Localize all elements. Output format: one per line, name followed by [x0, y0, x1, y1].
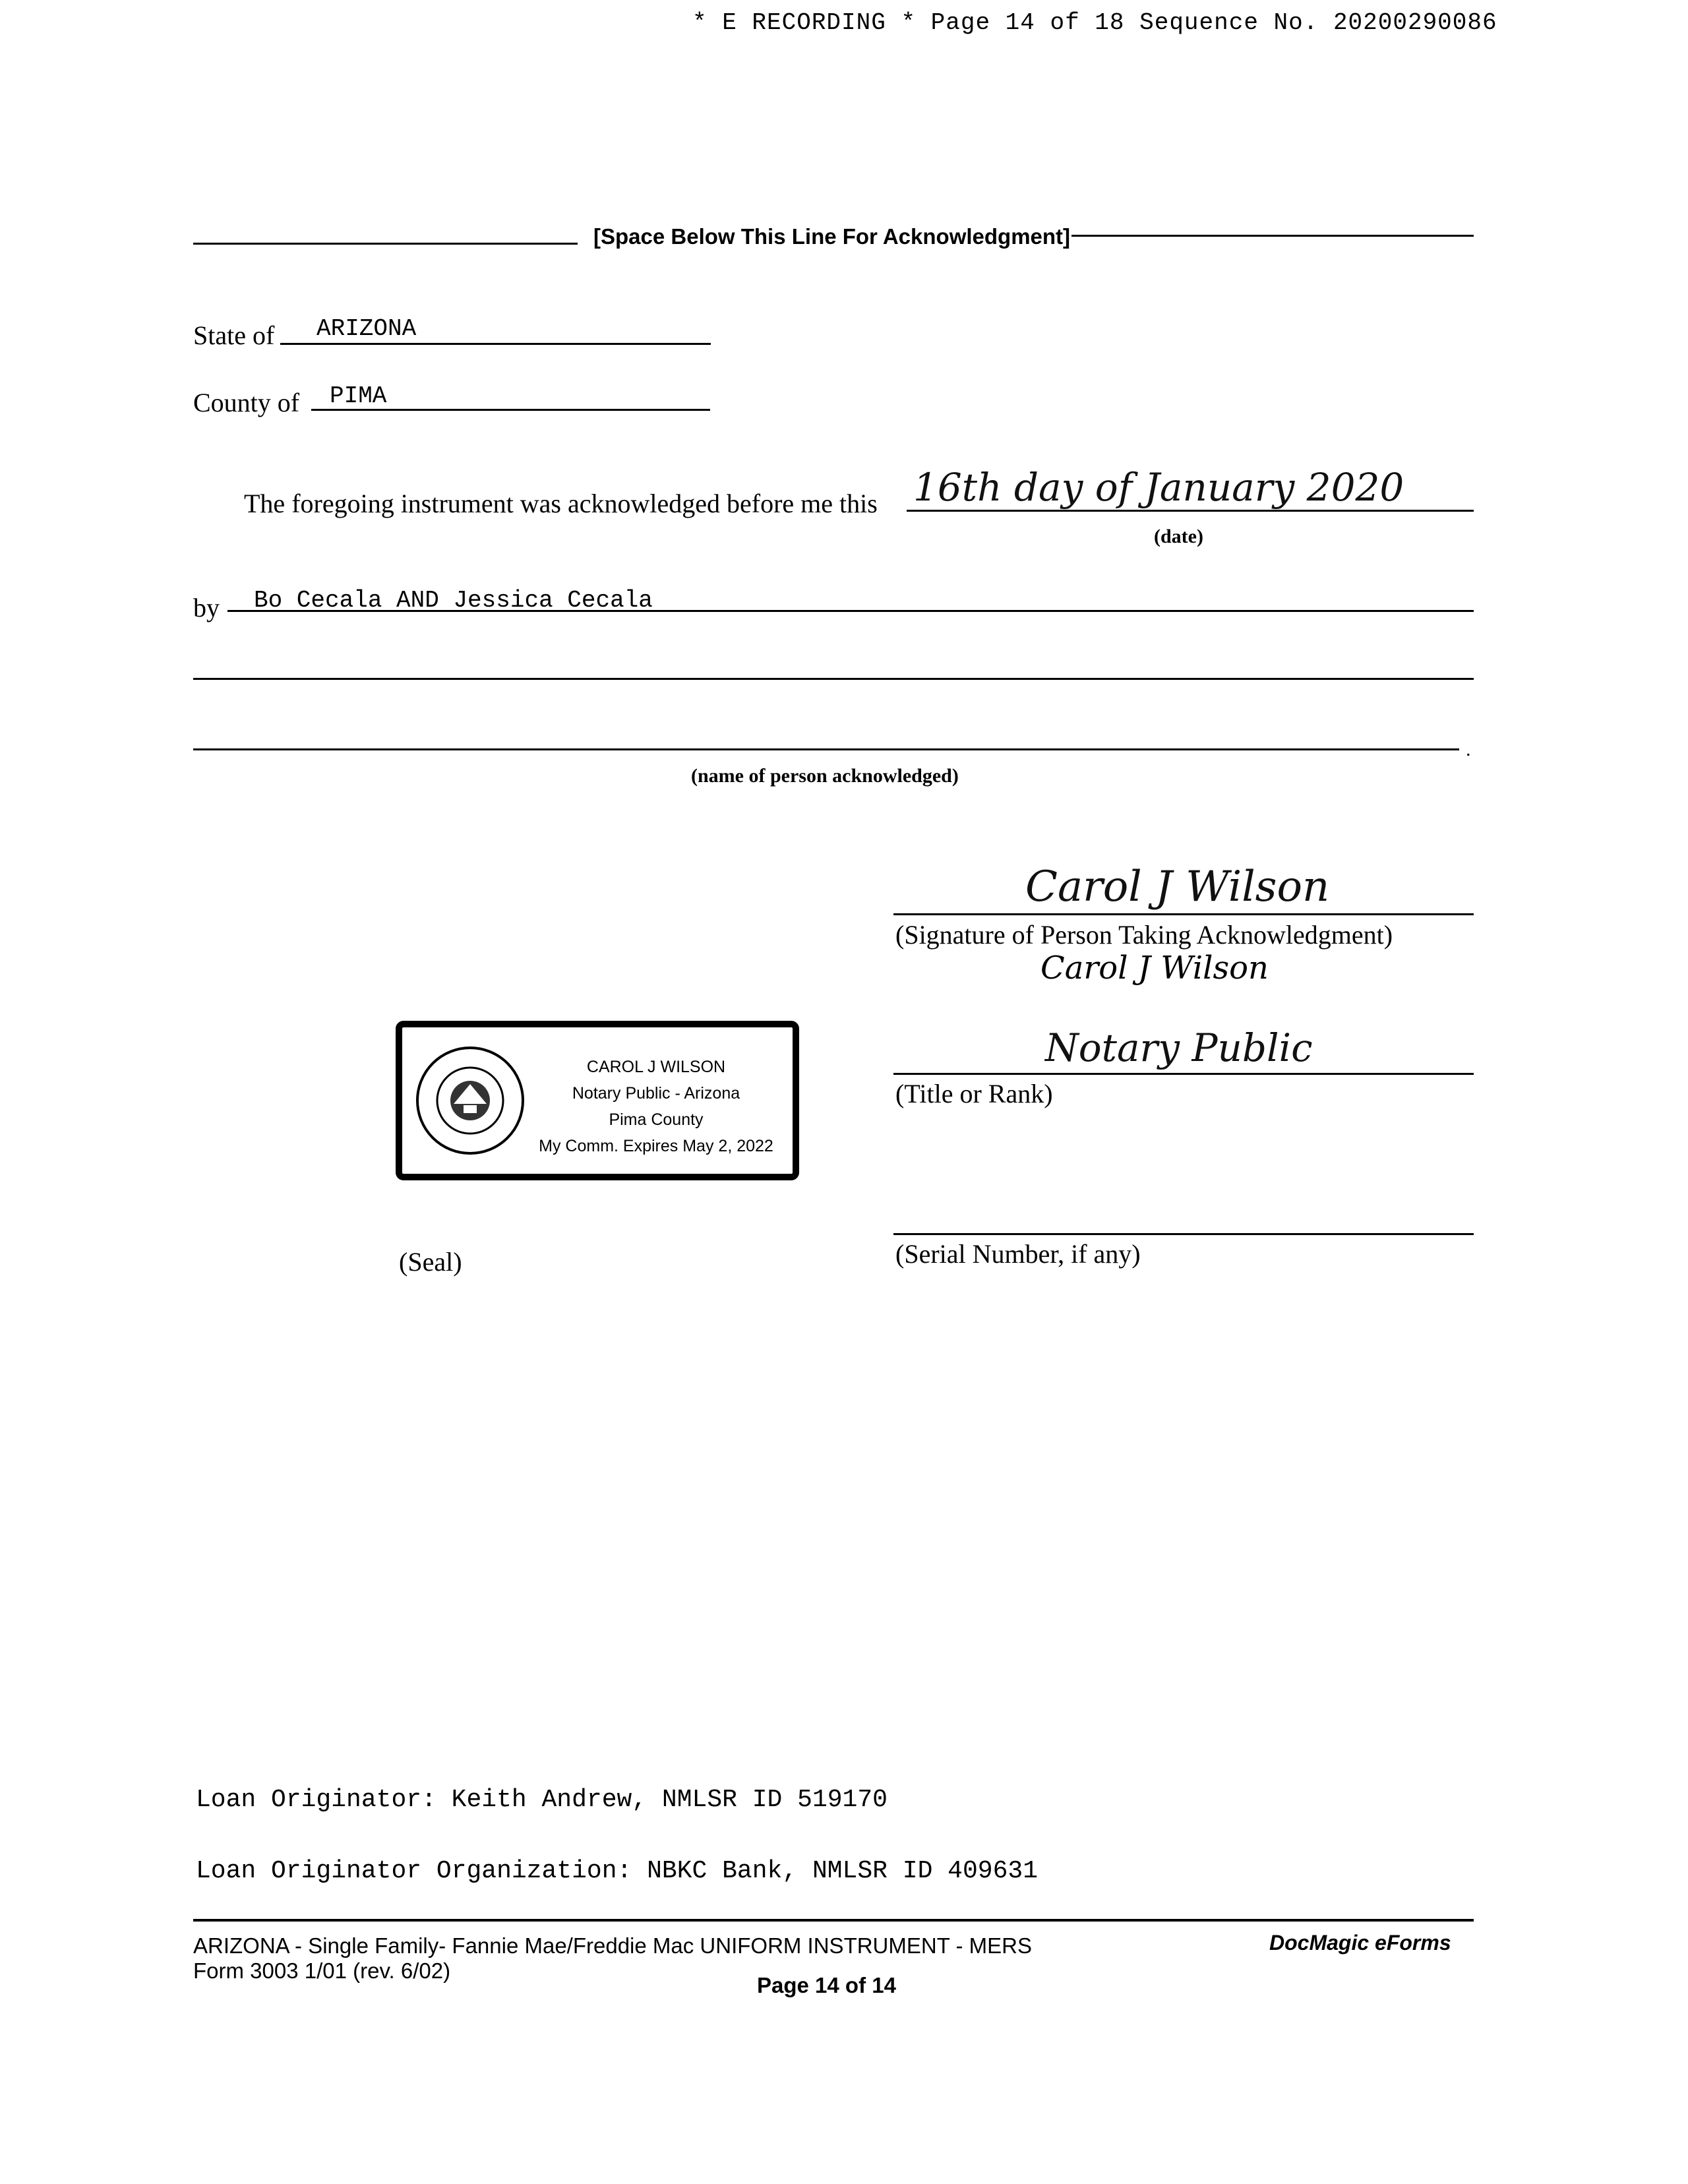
seal-caption: (Seal) — [399, 1247, 462, 1277]
period-mark: . — [1466, 739, 1471, 760]
footer-page: Page 14 of 14 — [757, 1973, 896, 1997]
title-handwritten: Notary Public — [1045, 1025, 1313, 1070]
handwritten-date: 16th day of January 2020 — [913, 465, 1404, 510]
name-caption: (name of person acknowledged) — [691, 765, 959, 787]
footer-rule — [193, 1919, 1474, 1922]
county-label: County of — [193, 388, 300, 417]
title-underline — [893, 1073, 1474, 1075]
footer-form-title: ARIZONA - Single Family- Fannie Mae/Freddie Mac UNIFORM INSTRUMENT - MERS — [193, 1933, 1032, 1958]
section-rule-right — [1071, 235, 1474, 237]
footer-form-number: Form 3003 1/01 (rev. 6/02) — [193, 1958, 451, 1983]
state-seal-icon — [414, 1045, 526, 1157]
printed-name: Carol J Wilson — [1040, 950, 1269, 986]
notary-signature: Carol J Wilson — [1025, 863, 1330, 911]
by-underline-3 — [193, 748, 1459, 750]
stamp-expires: My Comm. Expires May 2, 2022 — [539, 1137, 773, 1155]
state-value: ARIZONA — [316, 315, 417, 342]
section-title: [Space Below This Line For Acknowledgment] — [593, 224, 1071, 249]
stamp-title: Notary Public - Arizona — [572, 1084, 740, 1103]
footer-form-block — [193, 1933, 1032, 1984]
state-underline — [280, 343, 711, 345]
loan-organization: Loan Originator Organization: NBKC Bank, NMLSR ID 409631 — [196, 1857, 1039, 1885]
by-underline-2 — [193, 678, 1474, 680]
date-underline — [907, 510, 1474, 512]
by-value: Bo Cecala AND Jessica Cecala — [254, 587, 653, 614]
notary-stamp — [396, 1021, 799, 1180]
state-label: State of — [193, 320, 275, 350]
county-value: PIMA — [330, 382, 387, 410]
date-caption: (date) — [1154, 526, 1203, 547]
serial-underline — [893, 1233, 1474, 1235]
section-rule-left — [193, 243, 578, 245]
stamp-county: Pima County — [609, 1110, 704, 1129]
by-label: by — [193, 593, 220, 622]
signature-underline — [893, 913, 1474, 915]
stamp-text-block — [518, 1054, 795, 1159]
loan-block — [196, 1741, 1038, 1907]
signature-caption: (Signature of Person Taking Acknowledgment) — [895, 920, 1393, 950]
docmagic-brand: DocMagic eForms — [1269, 1931, 1451, 1955]
recording-header: * E RECORDING * Page 14 of 18 Sequence No. 20200290086 — [692, 9, 1497, 36]
stamp-name: CAROL J WILSON — [586, 1058, 726, 1076]
title-caption: (Title or Rank) — [895, 1079, 1053, 1108]
serial-caption: (Serial Number, if any) — [895, 1239, 1141, 1269]
instrument-text: The foregoing instrument was acknowledged before me this — [244, 489, 878, 518]
loan-originator: Loan Originator: Keith Andrew, NMLSR ID 519170 — [196, 1786, 888, 1814]
